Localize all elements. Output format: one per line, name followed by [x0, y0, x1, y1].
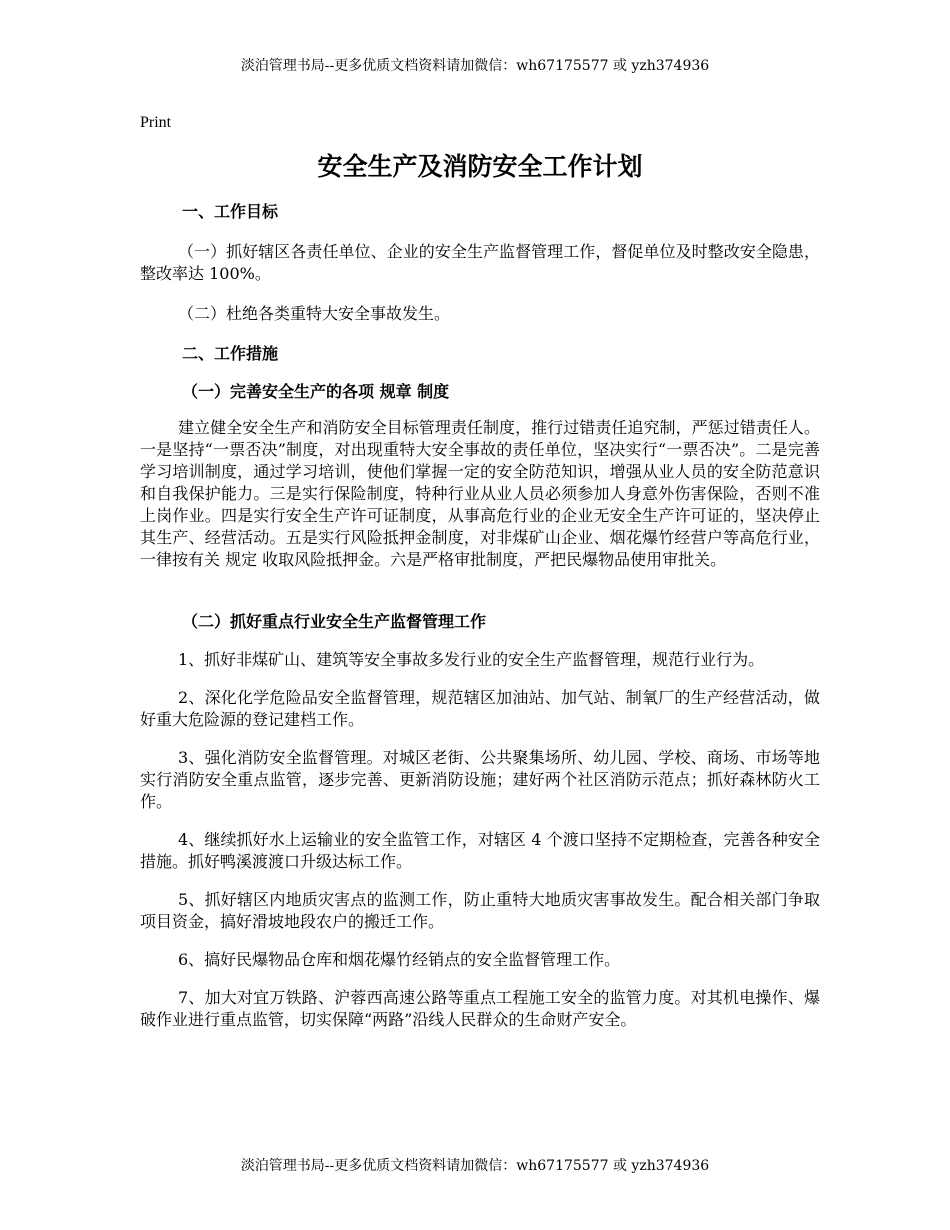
measure-item-4: 4、继续抓好水上运输业的安全监管工作，对辖区 4 个渡口坚持不定期检查，完善各种安全措施。抓好鸭溪渡渡口升级达标工作。: [140, 830, 820, 871]
print-label: Print: [140, 114, 172, 131]
regulations-paragraph: 建立健全安全生产和消防安全目标管理责任制度，推行过错责任追究制，严惩过错责任人。一是坚持“一票否决”制度，对出现重特大安全事故的责任单位，坚决实行“一票否决”。二是完善学习培训制度，通过学习培训，使他们掌握一定的安全防范知识，增强从业人员的安全防范意识和自我保护能力。三是实行保险制度，特种行业从业人员必须参加人身意外伤害保险，否则不准上岗作业。四是实行安全生产许可证制度，从事高危行业的企业无安全生产许可证的，坚决停止其生产、经营活动。五是实行风险抵押金制度，对非煤矿山企业、烟花爆竹经营户等高危行业，一律按有关 规定 收取风险抵押金。六是严格审批制度，严把民爆物品使用审批关。: [140, 418, 820, 569]
subsection-heading-regulations: （一）完善安全生产的各项 规章 制度: [182, 382, 450, 401]
measure-item-2: 2、深化化学危险品安全监督管理，规范辖区加油站、加气站、制氧厂的生产经营活动，做好重大危险源的登记建档工作。: [140, 688, 820, 729]
goal-paragraph-1: （一）抓好辖区各责任单位、企业的安全生产监督管理工作，督促单位及时整改安全隐患，整改率达 100%。: [140, 242, 820, 283]
goal-paragraph-2: （二）杜绝各类重特大安全事故发生。: [178, 304, 451, 323]
page-header: 淡泊管理书局--更多优质文档资料请加微信：wh67175577 或 yzh374936: [240, 58, 710, 74]
subsection-heading-key-industries: （二）抓好重点行业安全生产监督管理工作: [182, 612, 487, 631]
measure-item-1: 1、抓好非煤矿山、建筑等安全事故多发行业的安全生产监督管理，规范行业行为。: [178, 650, 765, 669]
document-title: 安全生产及消防安全工作计划: [317, 152, 643, 181]
measure-item-3: 3、强化消防安全监督管理。对城区老街、公共聚集场所、幼儿园、学校、商场、市场等地实行消防安全重点监管，逐步完善、更新消防设施；建好两个社区消防示范点；抓好森林防火工作。: [140, 748, 820, 811]
section-heading-measures: 二、工作措施: [182, 344, 279, 363]
page-footer: 淡泊管理书局--更多优质文档资料请加微信：wh67175577 或 yzh374936: [240, 1158, 710, 1174]
measure-item-7: 7、加大对宜万铁路、沪蓉西高速公路等重点工程施工安全的监管力度。对其机电操作、爆破作业进行重点监管，切实保障“两路”沿线人民群众的生命财产安全。: [140, 988, 820, 1029]
document-body: [140, 112, 820, 1031]
section-heading-goals: 一、工作目标: [182, 202, 279, 221]
measure-item-5: 5、抓好辖区内地质灾害点的监测工作，防止重特大地质灾害事故发生。配合相关部门争取项目资金，搞好滑坡地段农户的搬迁工作。: [140, 890, 820, 931]
measure-item-6: 6、搞好民爆物品仓库和烟花爆竹经销点的安全监督管理工作。: [178, 950, 621, 969]
